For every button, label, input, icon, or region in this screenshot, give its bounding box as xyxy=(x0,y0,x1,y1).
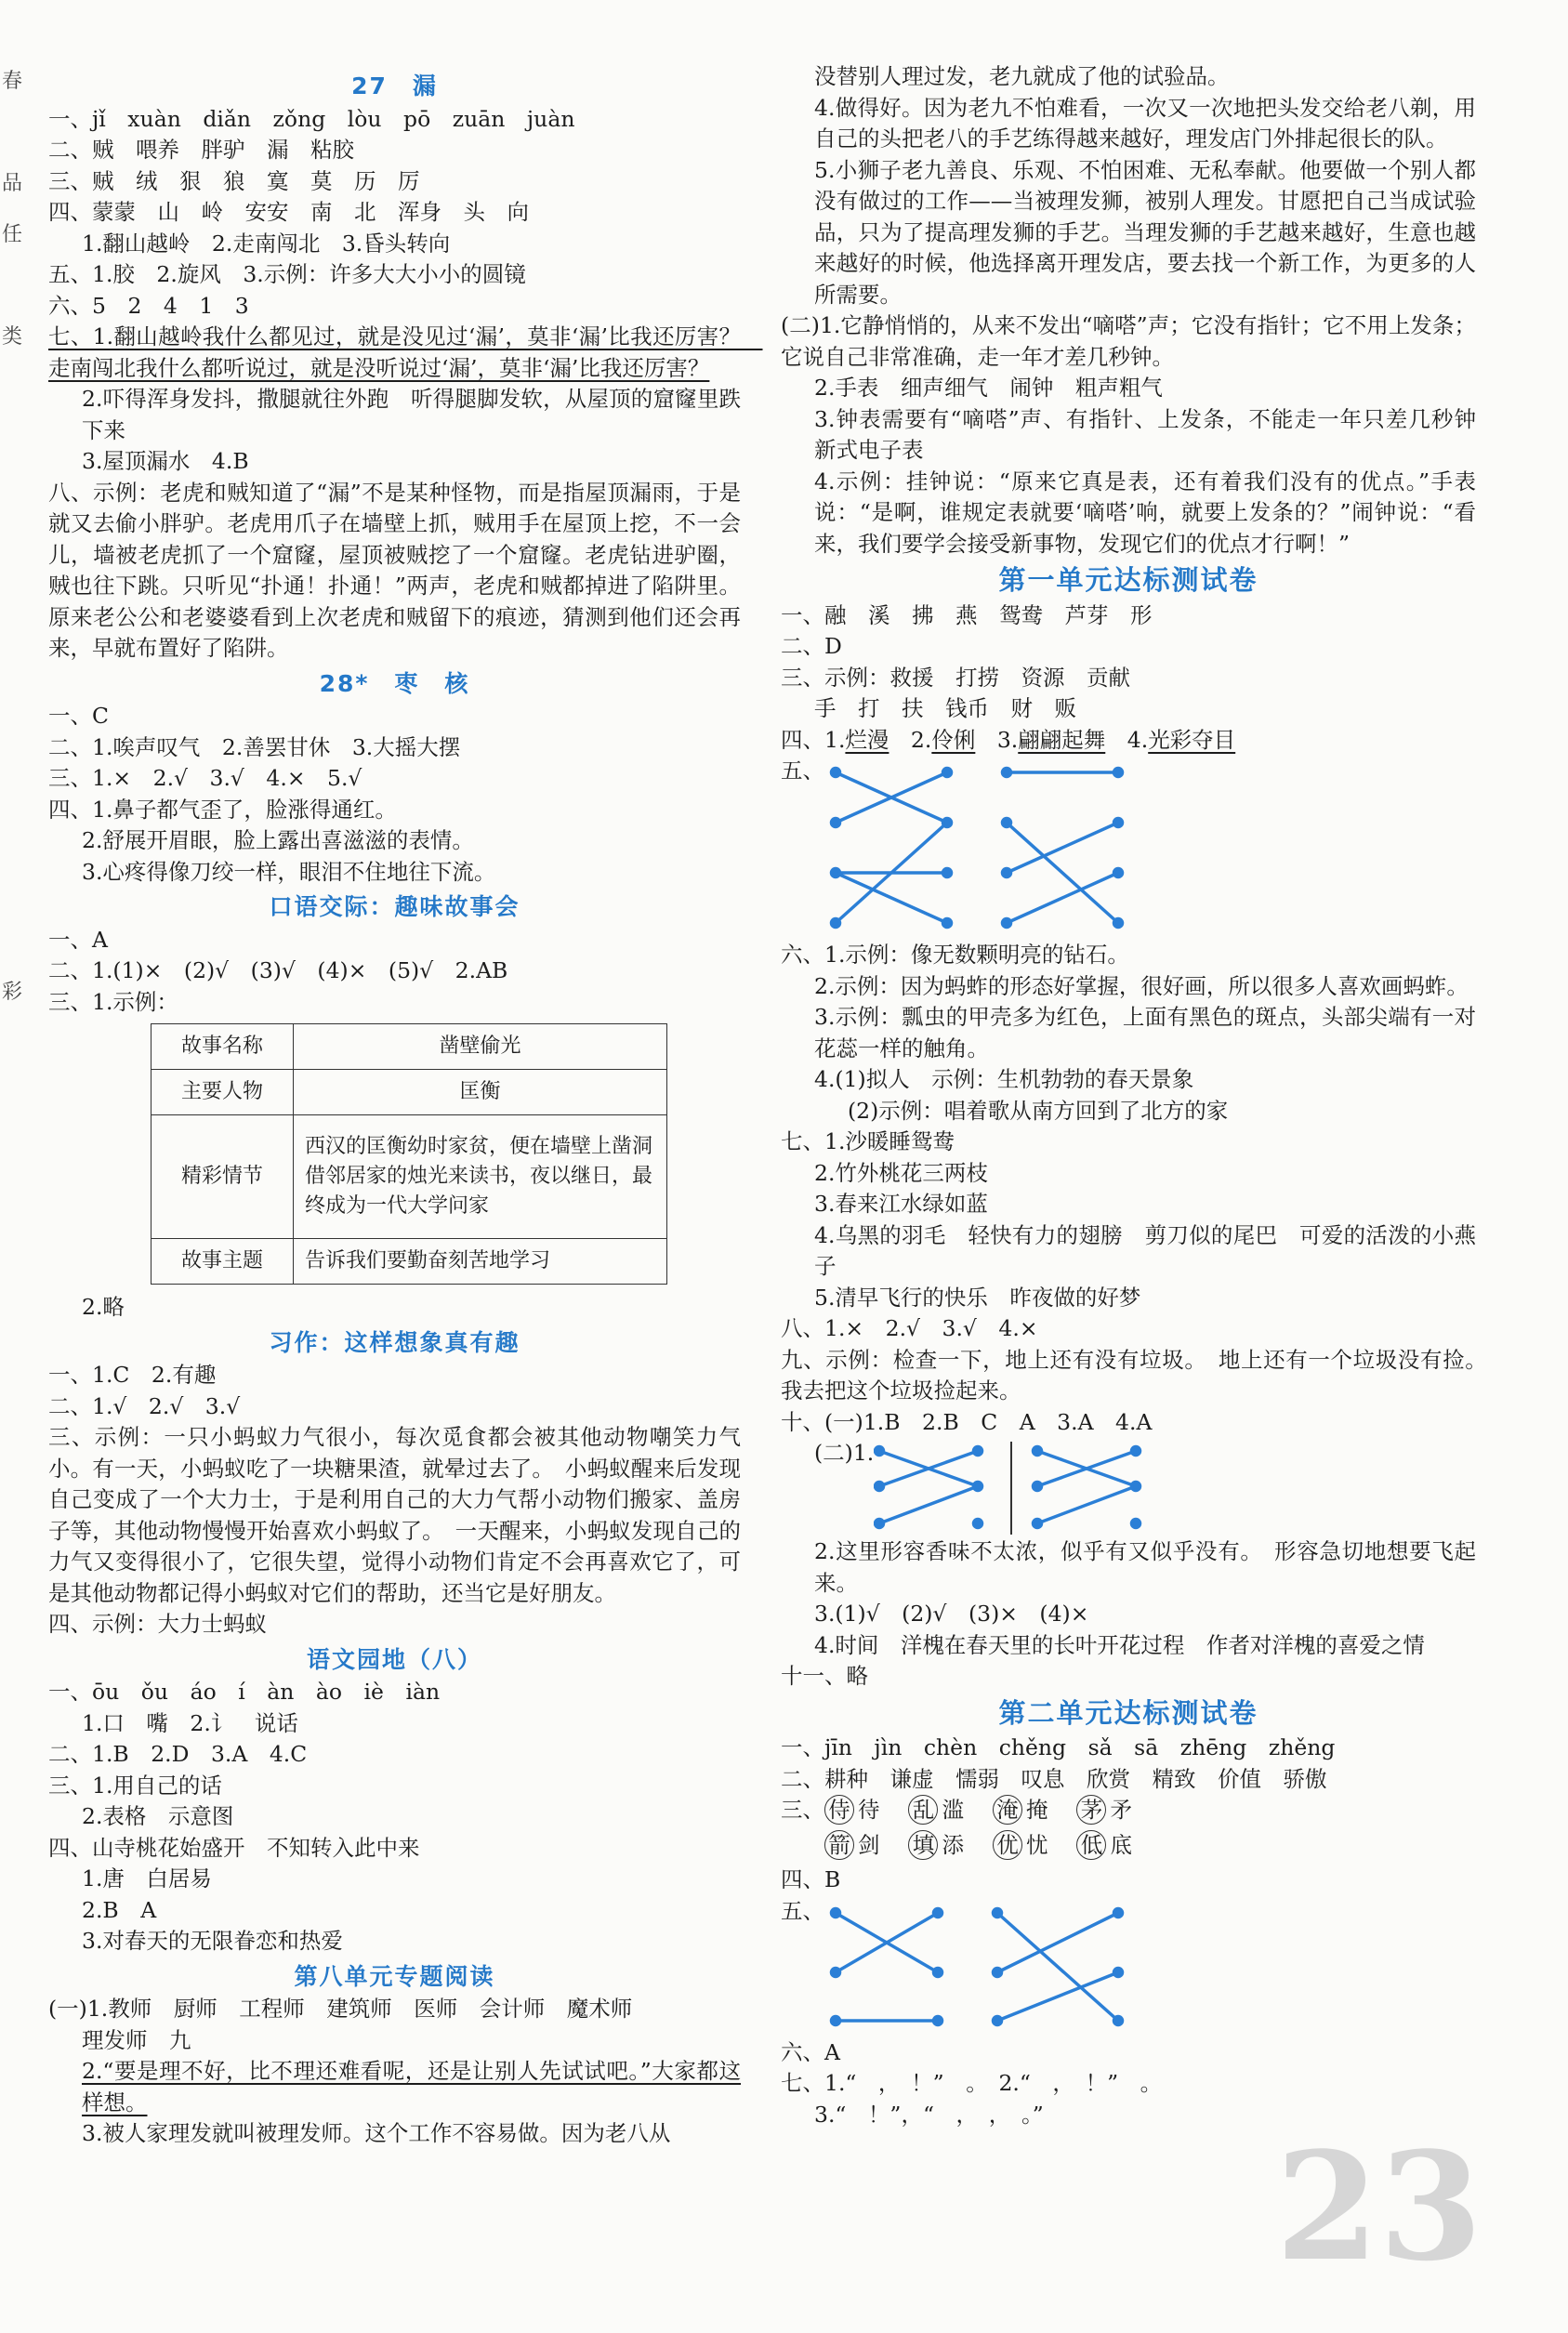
section-title-writing: 习作：这样想象真有趣 xyxy=(269,1328,520,1356)
underlined-answer: 伶俐 xyxy=(931,726,976,753)
answer-line: 2.示例：因为蚂蚱的形态好掌握，很好画，所以很多人喜欢画蚂蚱。 xyxy=(814,972,1469,999)
matching-lines-4 xyxy=(828,1902,949,2032)
answer-line: 5.清早飞行的快乐 昨夜做的好梦 xyxy=(814,1284,1141,1311)
answer-line: 四、山寺桃花始盛开 不知转入此中来 xyxy=(48,1834,420,1861)
answer-line: 一、A xyxy=(48,926,108,953)
answer-paragraph: 八、示例：老虎和贼知道了“漏”不是某种怪物，而是指屋顶漏雨，于是就又去偷小胖驴。老虎用爪子在墙壁上抓，贼用手在屋顶上挖，不一会儿，墙被老虎抓了一个窟窿，屋顶被贼挖了一个窟窿。老虎钻进驴圈，贼也往下跳。只听见“扑通！扑通！”两声，老虎和贼都掉进了陷阱里。原来老公公和老婆婆看到上次老虎和贼留下的痕迹，猜测到他们还会再来，早就布置好了陷阱。 xyxy=(48,479,741,661)
left-column xyxy=(48,67,763,2150)
answer-line: 4.(1)拟人 示例：生机勃勃的春天景象 xyxy=(814,1066,1194,1092)
matching-diagram xyxy=(828,761,1129,934)
matching-block xyxy=(781,1438,1476,1536)
answer-line: 3.(1)√ (2)√ (3)× (4)× xyxy=(814,1601,1089,1627)
answer-line: 八、1.× 2.√ 3.√ 4.× xyxy=(781,1315,1038,1341)
table-cell: 凿壁偷光 xyxy=(294,1024,667,1070)
answer-line: 一、ōu ǒu áo í àn ào iè iàn xyxy=(48,1679,441,1705)
circled-char: 乱 xyxy=(908,1795,938,1825)
char: 待 xyxy=(858,1797,880,1823)
answer-line: 2.“要是理不好，比不理还难看呢，还是让别人先试试吧。”大家都这样想。 xyxy=(82,2058,741,2116)
answer-line: 四、B xyxy=(781,1866,841,1892)
answer-line: 理发师 九 xyxy=(82,2026,191,2053)
answer-line: 三、1.× 2.√ 3.√ 4.× 5.√ xyxy=(48,765,362,791)
label: (二)1. xyxy=(814,1440,875,1466)
answer-line: 十、(一)1.B 2.B C A 3.A 4.A xyxy=(781,1408,1153,1435)
matching-lines-3 xyxy=(874,1438,1143,1536)
label: 2. xyxy=(910,726,932,753)
answer-line xyxy=(781,725,1476,757)
answer-line: 2.略 xyxy=(82,1294,125,1320)
label: 3. xyxy=(996,726,1019,753)
underlined-answer: 翩翩起舞 xyxy=(1018,726,1106,753)
matching-block xyxy=(781,1896,1476,2037)
right-column xyxy=(781,61,1498,2130)
answer-line: 3.示例：瓢虫的甲壳多为红色，上面有黑色的斑点，头部尖端有一对花蕊一样的触角。 xyxy=(814,1004,1476,1061)
char: 底 xyxy=(1110,1831,1132,1858)
answer-line: 二、D xyxy=(781,633,842,659)
answer-line: 二、1.唉声叹气 2.善罢甘休 3.大摇大摆 xyxy=(48,733,461,760)
underlined-answer: 光彩夺目 xyxy=(1148,726,1236,753)
answer-line: 3.对春天的无限眷恋和热爱 xyxy=(82,1928,343,1954)
answer-line: 2.竹外桃花三两枝 xyxy=(814,1159,988,1186)
answer-line: 一、融 溪 拂 燕 鸳鸯 芦芽 形 xyxy=(781,601,1153,628)
label: 五、 xyxy=(781,1897,824,1924)
answer-line: 一、1.C 2.有趣 xyxy=(48,1362,217,1388)
edge-char: 春 xyxy=(2,70,23,93)
answer-line: 四、1.鼻子都气歪了，脸涨得通红。 xyxy=(48,796,397,823)
answer-line: 2.表格 示意图 xyxy=(82,1803,234,1829)
binding-edge xyxy=(0,56,23,1915)
circled-chars-block xyxy=(781,1795,1476,1865)
label: 三、 xyxy=(781,1797,824,1823)
answer-line: 3.春来江水绿如蓝 xyxy=(814,1191,988,1217)
answer-line: 七、1.沙暖睡鸳鸯 xyxy=(781,1128,955,1154)
matching-diagram xyxy=(874,1438,1143,1536)
table-row xyxy=(152,1024,667,1070)
section-title-unit1-test: 第一单元达标测试卷 xyxy=(998,564,1258,596)
label: 四、1. xyxy=(781,726,846,753)
answer-line: (二)1.它静悄悄的，从来不发出“嘀嗒”声；它没有指针；它不用上发条；它说自己非常准确，走一年才差几秒钟。 xyxy=(781,312,1476,370)
table-cell: 故事名称 xyxy=(152,1024,294,1070)
answer-line: 十一、略 xyxy=(781,1663,868,1689)
section-title-garden: 语文园地（八） xyxy=(306,1645,482,1673)
circled-char: 箭 xyxy=(824,1830,854,1860)
table-cell: 匡衡 xyxy=(294,1070,667,1115)
table-cell: 西汉的匡衡幼时家贫，便在墙壁上凿洞借邻居家的烛光来读书，夜以继日，最终成为一代大学问家 xyxy=(294,1115,667,1239)
answer-line: 七、1.“ ， ！” 。 2.“ ， ！” 。 xyxy=(781,2070,1163,2096)
section-title-27: 27 漏 xyxy=(351,72,438,99)
answer-line: 二、1.B 2.D 3.A 4.C xyxy=(48,1741,308,1767)
answer-line: 2.B A xyxy=(82,1896,157,1923)
table-row xyxy=(152,1070,667,1115)
answer-line: 3.被人家理发就叫被理发师。这个工作不容易做。因为老八从 xyxy=(82,2120,671,2146)
matching-lines-5 xyxy=(990,1902,1129,2032)
circled-char: 优 xyxy=(993,1830,1022,1860)
answer-line: 3.屋顶漏水 4.B xyxy=(82,448,249,474)
section-title-unit8-reading: 第八单元专题阅读 xyxy=(294,1962,495,1990)
matching-lines-1 xyxy=(828,761,958,934)
answer-line: 五、1.胶 2.旋风 3.示例：许多大大小小的圆镜 xyxy=(48,261,526,287)
circled-char: 淹 xyxy=(993,1795,1022,1825)
answer-line: 三、1.示例： xyxy=(48,988,178,1015)
edge-char: 类 xyxy=(2,325,23,349)
table-cell: 精彩情节 xyxy=(152,1115,294,1239)
answer-line: 1.翻山越岭 2.走南闯北 3.昏头转向 xyxy=(82,230,451,257)
label: 五、 xyxy=(781,758,824,784)
edge-char: 品 xyxy=(2,172,23,195)
answer-line: 三、1.用自己的话 xyxy=(48,1772,222,1799)
answer-line: 手 打 扶 钱币 财 贩 xyxy=(814,695,1076,721)
circled-char: 茅 xyxy=(1076,1795,1106,1825)
answer-line: 六、5 2 4 1 3 xyxy=(48,292,249,319)
answer-line: 一、jǐ xuàn diǎn zǒng lòu pō zuān juàn xyxy=(48,105,575,132)
answer-line: 六、1.示例：像无数颗明亮的钻石。 xyxy=(781,942,1129,968)
answer-line: 2.这里形容香味不太浓，似乎有又似乎没有。 形容急切地想要飞起来。 xyxy=(814,1538,1476,1596)
char: 添 xyxy=(942,1831,964,1858)
answer-line: 七、1.翻山越岭我什么都见过，就是没见过‘漏’，莫非‘漏’比我还厉害？ 走南闯北我什么都听说过，就是没听说过‘漏’，莫非‘漏’比我还厉害？ xyxy=(48,323,763,381)
story-table xyxy=(151,1023,667,1285)
section-title-28: 28* 枣 核 xyxy=(319,669,470,697)
table-cell: 故事主题 xyxy=(152,1239,294,1285)
table-cell: 主要人物 xyxy=(152,1070,294,1115)
circled-char: 填 xyxy=(908,1830,938,1860)
char: 忧 xyxy=(1025,1831,1048,1858)
answer-line: 1.口 嘴 2.讠 说话 xyxy=(82,1709,298,1736)
answer-line: 六、A xyxy=(781,2038,840,2065)
answer-line: 2.舒展开眉眼，脸上露出喜滋滋的表情。 xyxy=(82,827,474,853)
circled-chars xyxy=(824,1795,1132,1865)
answer-line: 5.小狮子老九善良、乐观、不怕困难、无私奉献。他要做一个别人都没有做过的工作——当被理发狮，被别人理发。甘愿把自己当成试验品，只为了提高理发狮的手艺。当理发狮的手艺越来越好，生意也越来越好的时候，他选择离开理发店，要去找一个新工作，为更多的人所需要。 xyxy=(814,156,1476,308)
matching-block xyxy=(781,756,1476,940)
page-number: 23 xyxy=(1275,2119,1482,2294)
char: 掩 xyxy=(1025,1797,1048,1823)
label: 4. xyxy=(1127,726,1149,753)
answer-line: 2.手表 细声细气 闹钟 粗声粗气 xyxy=(814,375,1163,401)
answer-line: 一、C xyxy=(48,703,109,729)
matching-diagram xyxy=(828,1902,1129,2032)
answer-line: (一)1.教师 厨师 工程师 建筑师 医师 会计师 魔术师 xyxy=(48,1996,633,2022)
answer-line: 四、蒙蒙 山 岭 安安 南 北 浑身 头 向 xyxy=(48,199,529,225)
char: 滥 xyxy=(942,1797,964,1823)
answer-line: 三、示例：救援 打捞 资源 贡献 xyxy=(781,664,1130,691)
answer-line: 一、jīn jìn chèn chěng sǎ sā zhēng zhěng xyxy=(781,1734,1336,1760)
answer-line: 二、1.√ 2.√ 3.√ xyxy=(48,1392,241,1419)
answer-line: 没替别人理过发，老九就成了他的试验品。 xyxy=(814,63,1230,89)
answer-line: 2.吓得浑身发抖，撒腿就往外跑 听得腿脚发软，从屋顶的窟窿里跌下来 xyxy=(82,386,741,443)
section-title-oral: 口语交际：趣味故事会 xyxy=(269,893,520,920)
char: 矛 xyxy=(1110,1797,1132,1823)
answer-line: 四、示例：大力士蚂蚁 xyxy=(48,1611,267,1637)
answer-line: (2)示例：唱着歌从南方回到了北方的家 xyxy=(848,1097,1229,1124)
answer-line: 4.示例：挂钟说：“原来它真是表，还有着我们没有的优点。”手表说：“是啊，谁规定表就要‘嘀嗒’响，就要上发条的？”闹钟说：“看来，我们要学会接受新事物，发现它们的优点才行啊！” xyxy=(814,468,1476,557)
circled-char: 低 xyxy=(1076,1830,1106,1860)
edge-char: 任 xyxy=(2,223,23,246)
answer-line: 九、示例：检查一下，地上还有没有垃圾。 地上还有一个垃圾没有捡。 我去把这个垃圾捡起来。 xyxy=(781,1346,1498,1404)
answer-line: 三、贼 绒 狠 狼 寞 莫 历 厉 xyxy=(48,167,420,194)
table-row xyxy=(152,1239,667,1285)
matching-lines-2 xyxy=(999,761,1129,934)
answer-line: 二、贼 喂养 胖驴 漏 粘胶 xyxy=(48,137,354,163)
char: 剑 xyxy=(858,1831,880,1858)
answer-line: 二、耕种 谦虚 懦弱 叹息 欣赏 精致 价值 骄傲 xyxy=(781,1765,1327,1792)
circled-char: 侍 xyxy=(824,1795,854,1825)
answer-paragraph: 三、示例：一只小蚂蚁力气很小，每次觅食都会被其他动物嘲笑力气小。有一天，小蚂蚁吃了一块糖果渣，就晕过去了。 小蚂蚁醒来后发现自己变成了一个大力士，于是利用自己的大力气帮小动物们搬家、盖房子等，其他动物慢慢开始喜欢小蚂蚁了。 一天醒来，小蚂蚁发现自己的力气又变得很小了，它很失望，觉得小动物们肯定不会再喜欢它了，可是其他动物都记得小蚂蚁对它们的帮助，还当它是好朋友。 xyxy=(48,1424,741,1606)
answer-line: 3.钟表需要有“嘀嗒”声、有指针、上发条，不能走一年只差几秒钟 新式电子表 xyxy=(814,405,1498,463)
answer-line: 4.时间 洋槐在春天里的长叶开花过程 作者对洋槐的喜爱之情 xyxy=(814,1631,1425,1658)
answer-line: 3.心疼得像刀绞一样，眼泪不住地往下流。 xyxy=(82,858,496,885)
answer-line: 二、1.(1)× (2)√ (3)√ (4)× (5)√ 2.AB xyxy=(48,957,508,983)
answer-line: 3.“ ！”，“ ， ， 。” xyxy=(814,2101,1044,2128)
underlined-answer: 烂漫 xyxy=(845,726,889,753)
table-cell: 告诉我们要勤奋刻苦地学习 xyxy=(294,1239,667,1285)
answer-line: 1.唐 白居易 xyxy=(82,1865,212,1891)
section-title-unit2-test: 第二单元达标测试卷 xyxy=(998,1696,1258,1729)
edge-char: 彩 xyxy=(2,981,23,1004)
answer-line: 4.做得好。因为老九不怕难看，一次又一次地把头发交给老八剃，用自己的头把老八的手艺练得越来越好，理发店门外排起很长的队。 xyxy=(814,94,1476,152)
answer-line: 4.乌黑的羽毛 轻快有力的翅膀 剪刀似的尾巴 可爱的活泼的小燕子 xyxy=(814,1221,1476,1279)
table-row xyxy=(152,1115,667,1239)
